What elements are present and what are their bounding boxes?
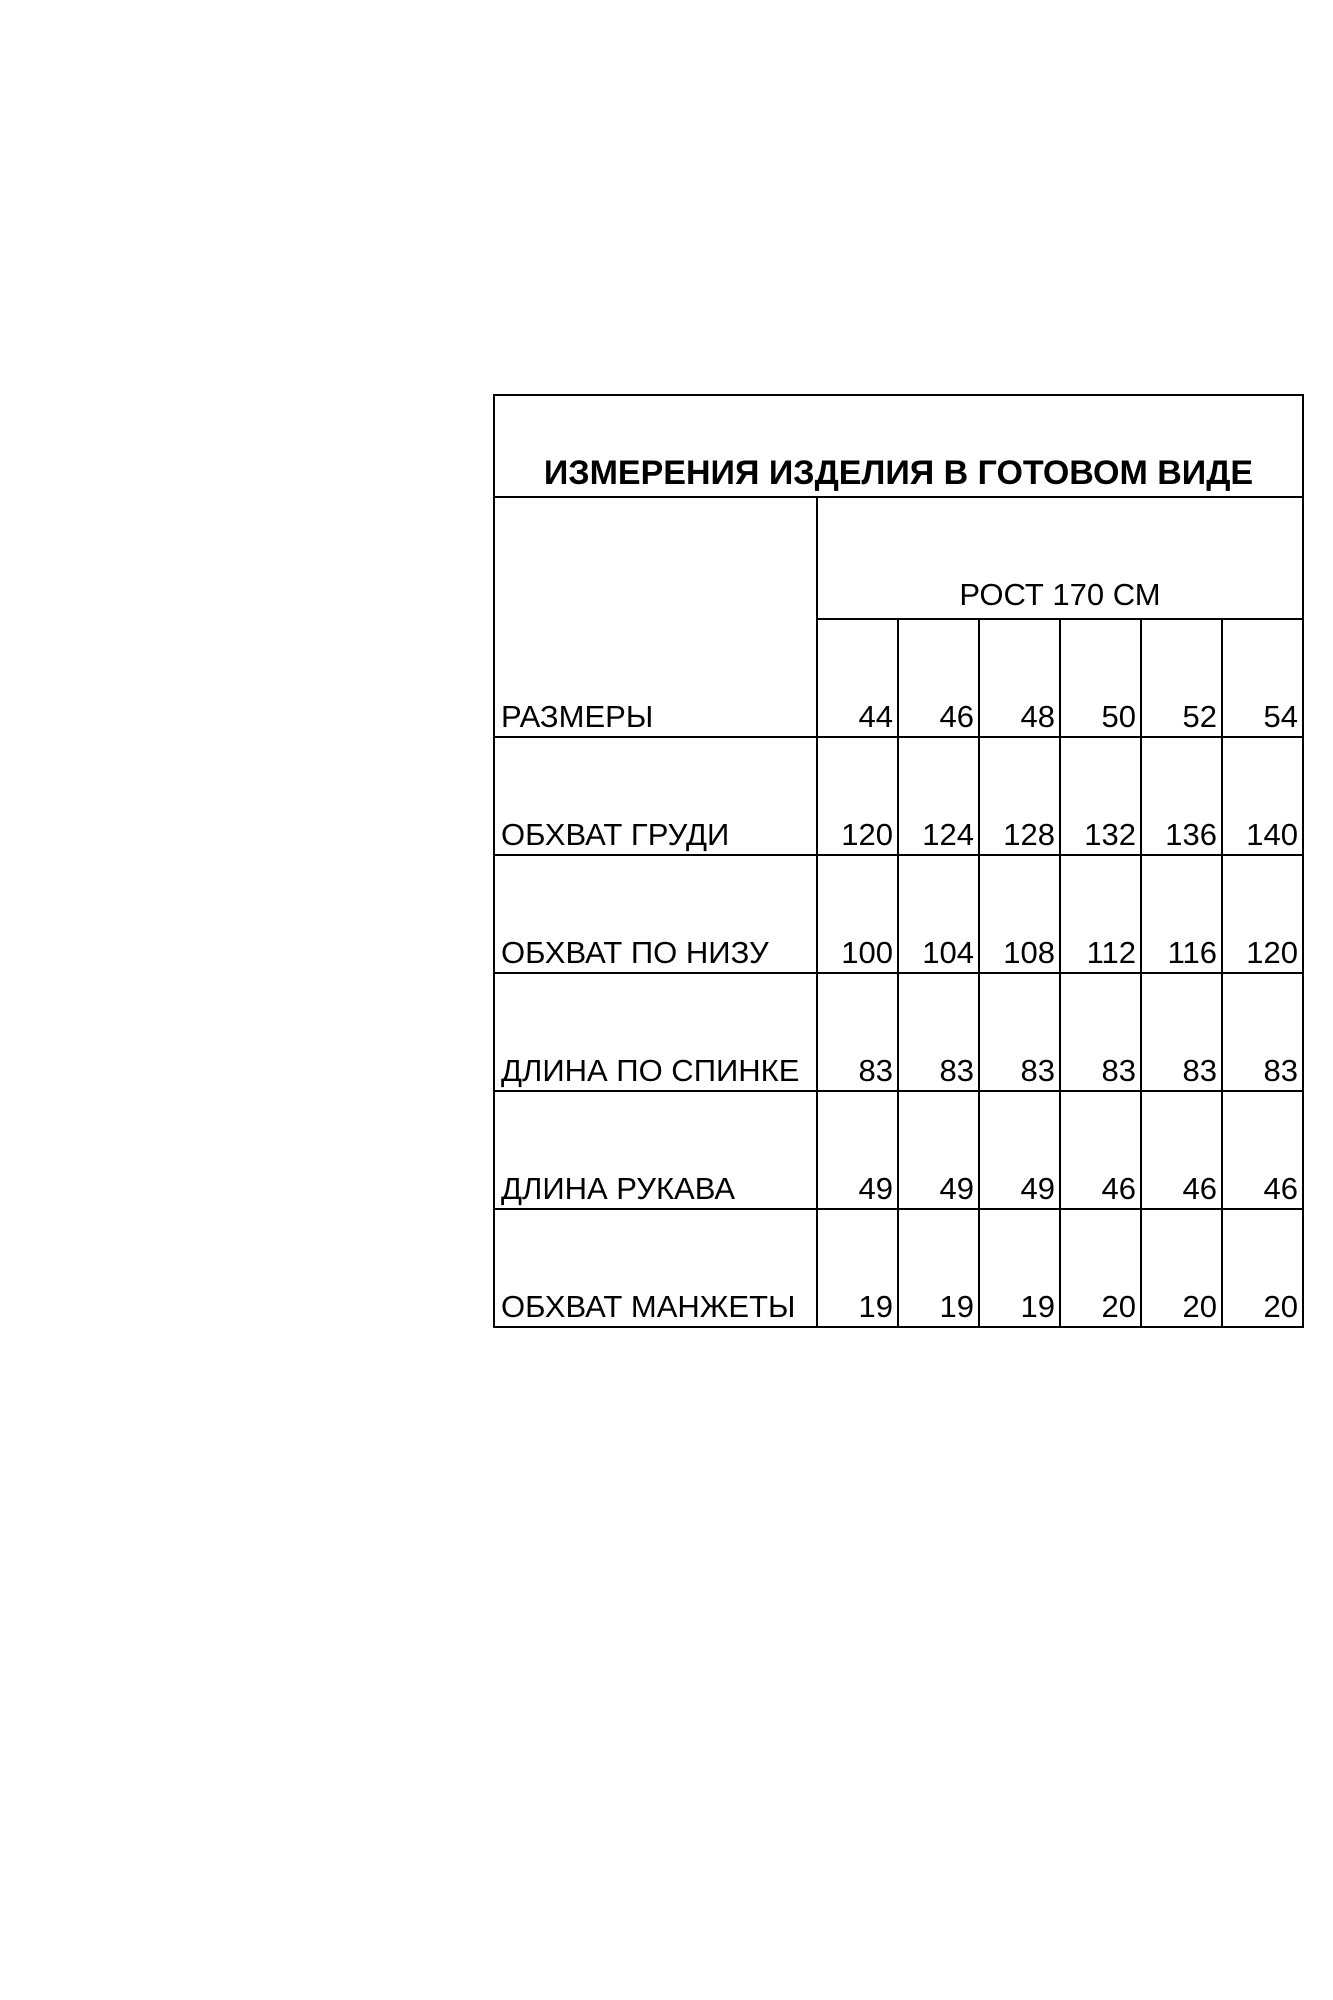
row-label: ОБХВАТ ГРУДИ xyxy=(494,737,817,855)
row-label: ДЛИНА ПО СПИНКЕ xyxy=(494,973,817,1091)
table-title: ИЗМЕРЕНИЯ ИЗДЕЛИЯ В ГОТОВОМ ВИДЕ xyxy=(494,395,1303,497)
table-row xyxy=(494,1209,1303,1327)
cell-value: 83 xyxy=(1141,973,1222,1091)
size-value: 44 xyxy=(817,619,898,737)
row-label: ОБХВАТ ПО НИЗУ xyxy=(494,855,817,973)
cell-value: 83 xyxy=(898,973,979,1091)
cell-value: 49 xyxy=(979,1091,1060,1209)
cell-value: 108 xyxy=(979,855,1060,973)
cell-value: 20 xyxy=(1060,1209,1141,1327)
size-value: 46 xyxy=(898,619,979,737)
size-value: 54 xyxy=(1222,619,1303,737)
cell-value: 49 xyxy=(898,1091,979,1209)
cell-value: 136 xyxy=(1141,737,1222,855)
cell-value: 83 xyxy=(1060,973,1141,1091)
cell-value: 104 xyxy=(898,855,979,973)
row-label-sizes: РАЗМЕРЫ xyxy=(494,497,817,737)
cell-value: 19 xyxy=(817,1209,898,1327)
cell-value: 46 xyxy=(1060,1091,1141,1209)
table-row xyxy=(494,973,1303,1091)
row-label: ОБХВАТ МАНЖЕТЫ xyxy=(494,1209,817,1327)
cell-value: 20 xyxy=(1141,1209,1222,1327)
cell-value: 132 xyxy=(1060,737,1141,855)
cell-value: 124 xyxy=(898,737,979,855)
size-value: 50 xyxy=(1060,619,1141,737)
cell-value: 116 xyxy=(1141,855,1222,973)
cell-value: 49 xyxy=(817,1091,898,1209)
cell-value: 120 xyxy=(817,737,898,855)
cell-value: 83 xyxy=(979,973,1060,1091)
size-value: 48 xyxy=(979,619,1060,737)
cell-value: 120 xyxy=(1222,855,1303,973)
cell-value: 46 xyxy=(1222,1091,1303,1209)
cell-value: 20 xyxy=(1222,1209,1303,1327)
cell-value: 100 xyxy=(817,855,898,973)
cell-value: 112 xyxy=(1060,855,1141,973)
cell-value: 19 xyxy=(898,1209,979,1327)
height-row xyxy=(494,497,1303,619)
cell-value: 128 xyxy=(979,737,1060,855)
cell-value: 19 xyxy=(979,1209,1060,1327)
table-row xyxy=(494,1091,1303,1209)
title-row xyxy=(494,395,1303,497)
height-label: РОСТ 170 СМ xyxy=(817,497,1303,619)
cell-value: 83 xyxy=(1222,973,1303,1091)
cell-value: 46 xyxy=(1141,1091,1222,1209)
row-label: ДЛИНА РУКАВА xyxy=(494,1091,817,1209)
size-value: 52 xyxy=(1141,619,1222,737)
table-row xyxy=(494,855,1303,973)
size-chart-table xyxy=(493,394,1304,1328)
cell-value: 83 xyxy=(817,973,898,1091)
cell-value: 140 xyxy=(1222,737,1303,855)
table-row xyxy=(494,737,1303,855)
